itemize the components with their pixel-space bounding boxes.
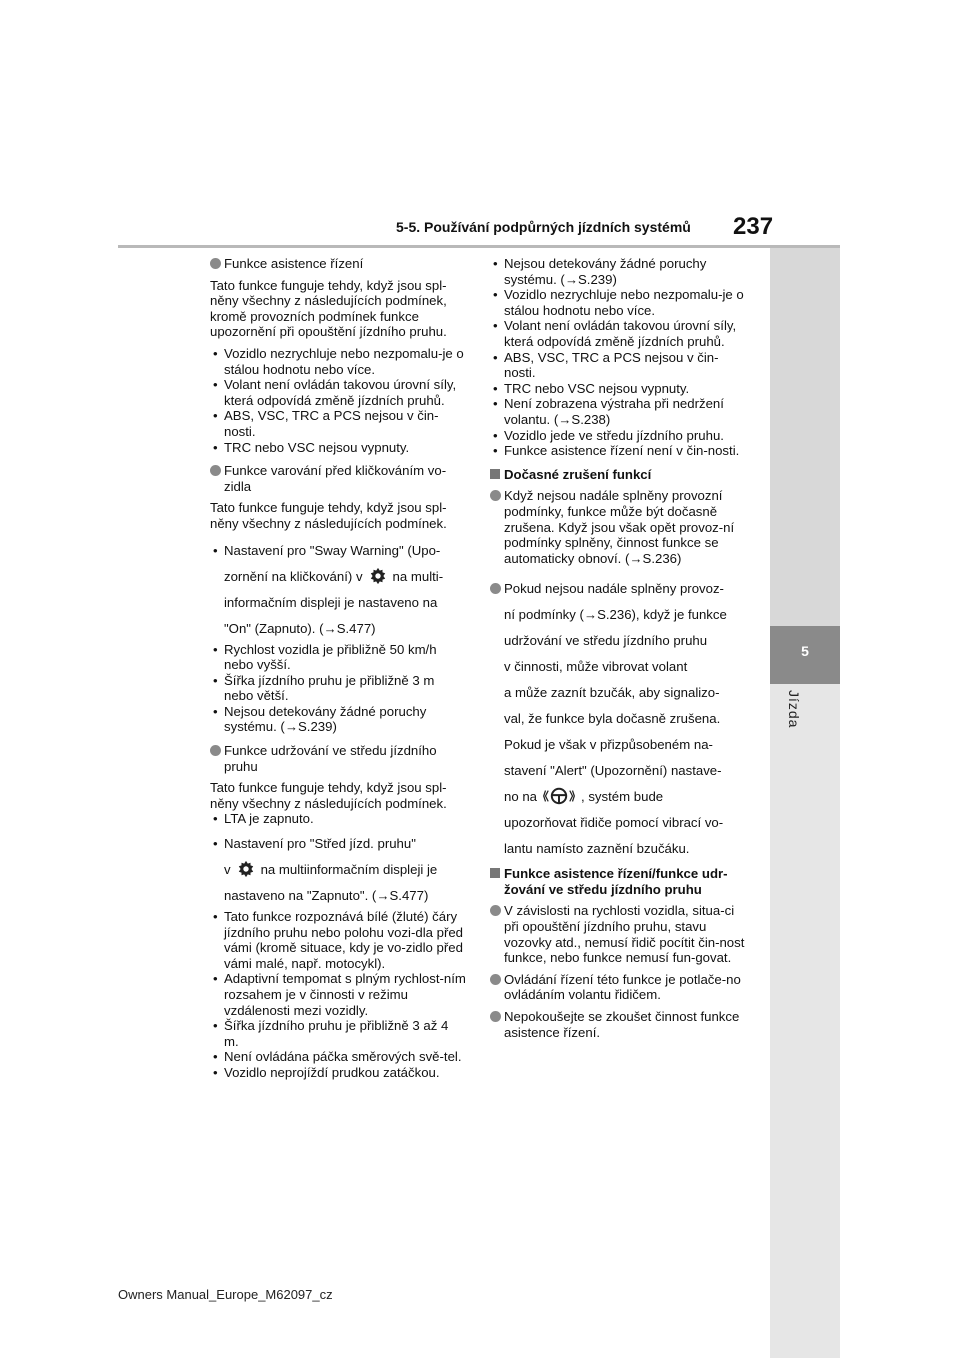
list-item: • Nastavení pro "Sway Warning" (Upo- zornění na kličkování) v na multi- informačním displeji je nastaveno na "On" (Zapnuto). (→S.477) [210,538,466,642]
bullet-circle-icon [210,465,221,476]
subheading-temporary-cancel: Dočasné zrušení funkcí [490,467,746,483]
list-item: • Není ovládána páčka směrových svě-tel. [210,1049,466,1065]
note-item: Ovládání řízení této funkce je potlače-no ovládáním volantu řidičem. [490,972,746,1003]
note-item: Nepokoušejte se zkoušet činnost funkce asistence řízení. [490,1009,746,1040]
list-item: • Vozidlo neprojíždí prudkou zatáčkou. [210,1065,466,1081]
heading-steering-assist: Funkce asistence řízení [210,256,466,272]
list-item: • Nastavení pro "Střed jízd. pruhu" v na multiinformačním displeji je nastaveno na "Zapnuto". (→S.477) [210,831,466,909]
bullet-circle-icon [210,745,221,756]
list-item: • Rychlost vozidla je přibližně 50 km/h nebo vyšší. [210,642,466,673]
list-item: • ABS, VSC, TRC a PCS nejsou v čin-nosti. [490,350,746,381]
chapter-number: 5 [770,626,840,684]
header-rule [118,245,840,248]
paragraph: Tato funkce funguje tehdy, když jsou spl-něny všechny z následujících podmínek. [210,780,447,811]
side-tab-top [770,248,840,626]
list-item: • Volant není ovládán takovou úrovní síly, která odpovídá změně jízdních pruhů. [490,318,746,349]
right-column [490,256,746,1046]
list-item: • Šířka jízdního pruhu je přibližně 3 m nebo větší. [210,673,466,704]
page-number: 237 [733,213,774,240]
note-item: Když nejsou nadále splněny provozní podmínky, funkce může být dočasně zrušena. Když jsou však opět provoz-ní podmínky splněny, činnost funkce se automaticky obnoví. (→S.236) [490,488,746,566]
gear-icon [235,860,257,878]
heading-sway-warning: Funkce varování před kličkováním vo-zidla [210,463,466,494]
bullet-circle-icon [490,1011,501,1022]
footer-text: Owners Manual_Europe_M62097_cz [118,1287,333,1302]
side-tab [770,684,840,1358]
list-item: • Nejsou detekovány žádné poruchy systému. (→S.239) [210,704,466,735]
chapter-label: Jízda [786,690,802,729]
paragraph: Tato funkce funguje tehdy, když jsou spl-něny všechny z následujících podmínek, kromě provozních podmínek funkce upozornění při opouštění jízdního pruhu. [210,277,447,340]
note-item: Pokud nejsou nadále splněny provoz- ní podmínky (→S.236), když je funkce udržování ve středu jízdního pruhu v činnosti, může vibrovat volant a může zaznít bzučák, aby signalizo- val, že funkce byla dočasně zrušena. Pokud je však v přizpůsobeném na- stavení "Alert" (Upozornění) nastave- no na , systém bude upozorňovat řidiče pomocí vibrací vo- lantu namísto zaznění bzučáku. [490,576,746,862]
paragraph: Tato funkce funguje tehdy, když jsou spl-něny všechny z následujících podmínek. [210,500,447,531]
subheading-function-notes: Funkce asistence řízení/funkce udr-žování ve středu jízdního pruhu [490,866,746,897]
bullet-circle-icon [490,490,501,501]
list-item: • TRC nebo VSC nejsou vypnuty. [210,440,466,456]
note-item: V závislosti na rychlosti vozidla, situa-ci při opouštění jízdního pruhu, stavu vozovky atd., nemusí řidič pocítit čin-nost funkce, nebo funkce nemusí fun-govat. [490,903,746,965]
list-item: • Volant není ovládán takovou úrovní síly, která odpovídá změně jízdních pruhů. [210,377,466,408]
list-item: • Adaptivní tempomat s plným rychlost-ním rozsahem je v činnosti v režimu vzdálenosti mezi vozidly. [210,971,466,1018]
bullet-circle-icon [490,974,501,985]
list-item: • Není zobrazena výstraha při nedržení volantu. (→S.238) [490,396,746,427]
left-column [210,256,466,1081]
list-item: • TRC nebo VSC nejsou vypnuty. [490,381,746,397]
gear-icon [367,567,389,585]
list-item: • Funkce asistence řízení není v čin-nosti. [490,443,746,459]
list-item: • Vozidlo nezrychluje nebo nezpomalu-je o stálou hodnotu nebo více. [210,346,466,377]
bullet-circle-icon [210,258,221,269]
list-item: • Tato funkce rozpoznává bílé (žluté) čáry jízdního pruhu nebo polohu vozi-dla před vámi (kromě situace, kdy je vo-zidlo před vámi malé, např. motocykl). [210,909,466,971]
list-item: • Vozidlo jede ve středu jízdního pruhu. [490,428,746,444]
list-item: • LTA je zapnuto. [210,811,466,827]
bullet-list [210,346,466,455]
bullet-list [210,909,466,1081]
bullet-square-icon [490,469,500,479]
bullet-circle-icon [490,583,501,594]
heading-lane-centering: Funkce udržování ve středu jízdního pruhu [210,743,466,774]
list-item: • Šířka jízdního pruhu je přibližně 3 až 4 m. [210,1018,466,1049]
bullet-square-icon [490,868,500,878]
list-item: • ABS, VSC, TRC a PCS nejsou v čin-nosti. [210,408,466,439]
section-title: 5-5. Používání podpůrných jízdních systémů [396,219,691,235]
bullet-list [490,256,746,459]
bullet-list [210,642,466,736]
list-item: • Vozidlo nezrychluje nebo nezpomalu-je o stálou hodnotu nebo více. [490,287,746,318]
bullet-circle-icon [490,905,501,916]
list-item: • Nejsou detekovány žádné poruchy systému. (→S.239) [490,256,746,287]
steering-wheel-vibration-icon [541,787,577,805]
